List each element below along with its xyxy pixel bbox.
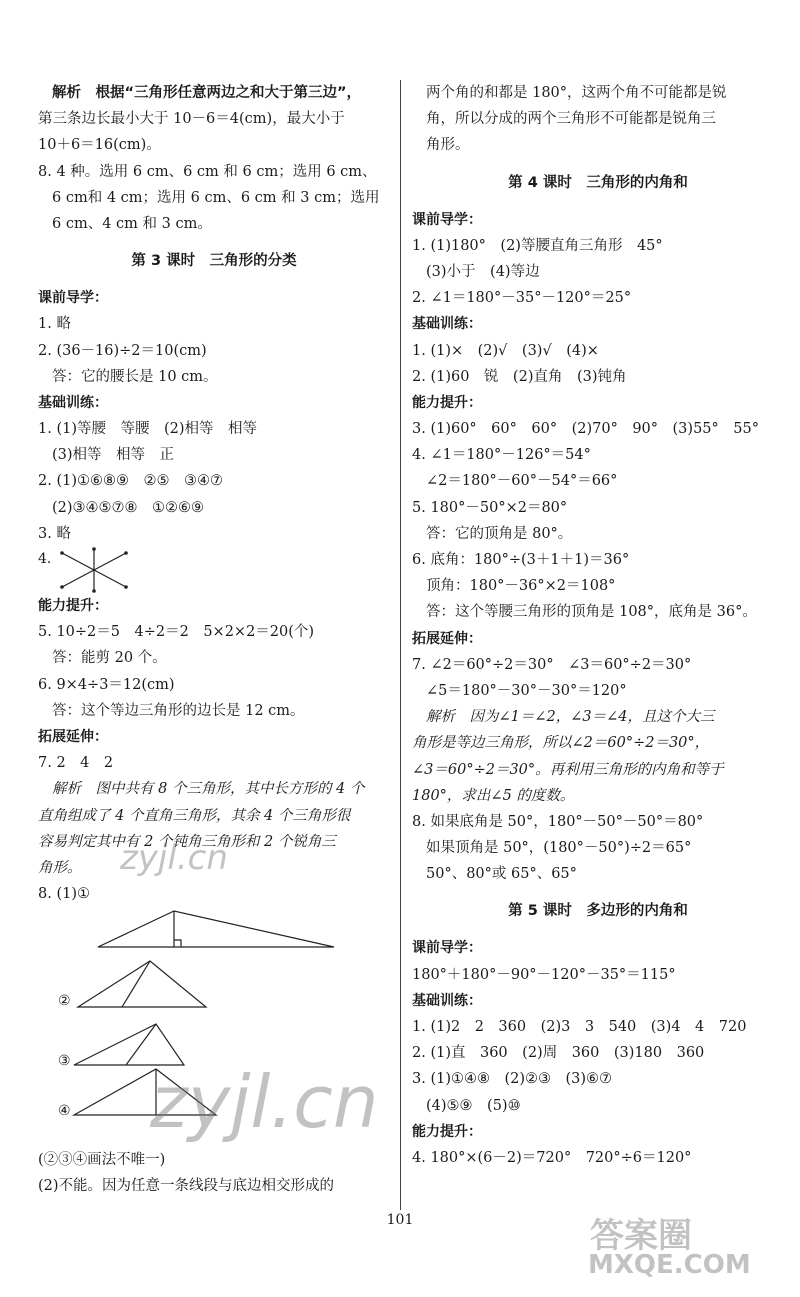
text-line: 2. (1)60 锐 (2)直角 (3)钝角 <box>412 368 627 385</box>
lesson-4-title: 第 4 课时 三角形的内角和 <box>508 174 688 191</box>
text-line: 5. 180°－50°×2＝80° <box>412 499 568 516</box>
text-line: 6 cm和 4 cm；选用 6 cm、6 cm 和 3 cm；选用 <box>52 189 380 206</box>
text-line: 两个角的和都是 180°，这两个角不可能都是锐 <box>426 85 727 101</box>
text-line: 4. 180°×(6－2)＝720° 720°÷6＝120° <box>412 1149 692 1166</box>
section-heading: 课前导学： <box>412 211 482 228</box>
text-line: (3)相等 相等 正 <box>52 447 175 464</box>
text-line: 4. ∠1＝180°－126°＝54° <box>412 447 591 464</box>
text-line: 1. (1)× (2)√ (3)√ (4)× <box>412 342 599 359</box>
left-column <box>38 80 390 1200</box>
text-line: 1. (1)180° (2)等腰直角三角形 45° <box>412 237 663 254</box>
text-line: 180°，求出∠5 的度数。 <box>412 787 575 804</box>
text-line: 角形。 <box>426 137 470 154</box>
text-line: 5. 10÷2＝5 4÷2＝2 5×2×2＝20(个) <box>38 624 315 641</box>
watermark-site: MXQE.COM <box>588 1250 751 1280</box>
crossing-lines-figure <box>56 547 176 593</box>
figure-4-label: 4. <box>38 551 52 567</box>
text-line: 7. 2 4 2 <box>38 755 114 772</box>
text-line: 1. (1)2 2 360 (2)3 3 540 (3)4 4 720 <box>412 1019 747 1035</box>
triangle-2 <box>78 961 206 1007</box>
text-line: 角形。 <box>38 859 82 876</box>
text-line: 1. 略 <box>38 316 71 333</box>
text-line: 6. 9×4÷3＝12(cm) <box>38 676 175 693</box>
text-line: 2. ∠1＝180°－35°－120°＝25° <box>412 290 632 307</box>
watermark-logo: 答案圈 <box>590 1216 692 1256</box>
text-line: 2. (1)①⑥⑧⑨ ②⑤ ③④⑦ <box>38 473 223 490</box>
text-line: 2. (1)直 360 (2)周 360 (3)180 360 <box>412 1045 705 1062</box>
text-line: (2)不能。因为任意一条线段与底边相交形成的 <box>38 1178 335 1195</box>
text-line: 答：这个等腰三角形的顶角是 108°，底角是 36°。 <box>426 604 757 621</box>
section-heading: 能力提升： <box>412 1123 482 1140</box>
watermark: zyjl.cn <box>150 1060 379 1144</box>
text-line: 6 cm、4 cm 和 3 cm。 <box>52 215 212 232</box>
text-line: ∠5＝180°－30°－30°＝120° <box>426 682 627 699</box>
lesson-3-title: 第 3 课时 三角形的分类 <box>131 253 297 270</box>
text-line: 8. (1)① <box>38 886 90 903</box>
text-line: (②③④画法不唯一) <box>38 1152 166 1169</box>
text-line: 答：它的腰长是 10 cm。 <box>52 368 218 385</box>
text-line: 解析 图中共有 8 个三角形，其中长方形的 4 个 <box>52 781 365 798</box>
section-heading: 基础训练： <box>412 316 482 333</box>
text-line: 3. (1)①④⑧ (2)②③ (3)⑥⑦ <box>412 1071 613 1088</box>
section-heading: 拓展延伸： <box>38 728 108 745</box>
figure-label-4: ④ <box>58 1103 71 1120</box>
text-line: ∠2＝180°－60°－54°＝66° <box>426 473 618 490</box>
text-line: 3. 略 <box>38 525 71 542</box>
text-line <box>38 80 390 106</box>
text-line: 如果顶角是 50°，(180°－50°)÷2＝65° <box>426 840 692 857</box>
text-line: 50°、80°或 65°、65° <box>426 866 577 883</box>
text-line: 容易判定其中有 2 个钝角三角形和 2 个锐角三 <box>38 833 336 850</box>
text-line: 顶角：180°－36°×2＝108° <box>426 578 616 595</box>
text-line: 8. 如果底角是 50°，180°－50°－50°＝80° <box>412 813 704 830</box>
text-line: 答：它的顶角是 80°。 <box>426 525 573 542</box>
text-line: (2)③④⑤⑦⑧ ①②⑥⑨ <box>52 499 205 516</box>
figure-label-2: ② <box>58 993 71 1010</box>
section-heading: 拓展延伸： <box>412 630 482 647</box>
section-heading: 能力提升： <box>412 394 482 411</box>
text-line: 第三条边长最小大于 10－6＝4(cm)，最大小于 <box>38 111 345 128</box>
text-line: 直角组成了 4 个直角三角形，其余 4 个三角形很 <box>38 807 351 824</box>
text-line: 解析 因为∠1＝∠2，∠3＝∠4，且这个大三 <box>426 709 715 726</box>
figure-4 <box>38 547 390 593</box>
section-heading: 课前导学： <box>412 940 482 957</box>
text-line: (3)小于 (4)等边 <box>426 263 540 280</box>
text-line: 1. (1)等腰 等腰 (2)相等 相等 <box>38 421 258 438</box>
text-line: 8. 4 种。选用 6 cm、6 cm 和 6 cm；选用 6 cm、 <box>38 163 377 180</box>
text-line: ∠3＝60°÷2＝30°。再利用三角形的内角和等于 <box>412 761 724 778</box>
text-line: 7. ∠2＝60°÷2＝30° ∠3＝60°÷2＝30° <box>412 656 692 673</box>
text-line: 角形是等边三角形，所以∠2＝60°÷2＝30°， <box>412 735 710 752</box>
text-line: 10＋6＝16(cm)。 <box>38 137 161 154</box>
figure-label-3: ③ <box>58 1053 71 1070</box>
section-heading: 课前导学： <box>38 290 108 307</box>
text-line: 6. 底角：180°÷(3＋1＋1)＝36° <box>412 552 630 568</box>
text-line: 3. (1)60° 60° 60° (2)70° 90° (3)55° 55° <box>412 421 759 438</box>
text-line: (4)⑤⑨ (5)⑩ <box>426 1097 521 1114</box>
text-line: 答：能剪 20 个。 <box>52 650 167 667</box>
text-line: 180°＋180°－90°－120°－35°＝115° <box>412 966 676 983</box>
column-divider <box>400 80 401 1210</box>
triangle-1 <box>98 911 334 947</box>
right-column <box>412 80 784 1171</box>
section-heading: 基础训练： <box>38 394 108 411</box>
text-line: 角，所以分成的两个三角形不可能都是锐角三 <box>426 111 716 128</box>
text-line: 2. (36－16)÷2＝10(cm) <box>38 342 207 359</box>
section-heading: 基础训练： <box>412 992 482 1009</box>
text-line: 答：这个等边三角形的边长是 12 cm。 <box>52 702 305 719</box>
page-number: 101 <box>386 1212 414 1228</box>
lesson-5-title: 第 5 课时 多边形的内角和 <box>508 903 688 920</box>
watermark: zyjl.cn <box>120 838 228 878</box>
section-heading: 能力提升： <box>38 598 108 614</box>
analysis-text: 解析 根据“三角形任意两边之和大于第三边”， <box>52 85 362 101</box>
